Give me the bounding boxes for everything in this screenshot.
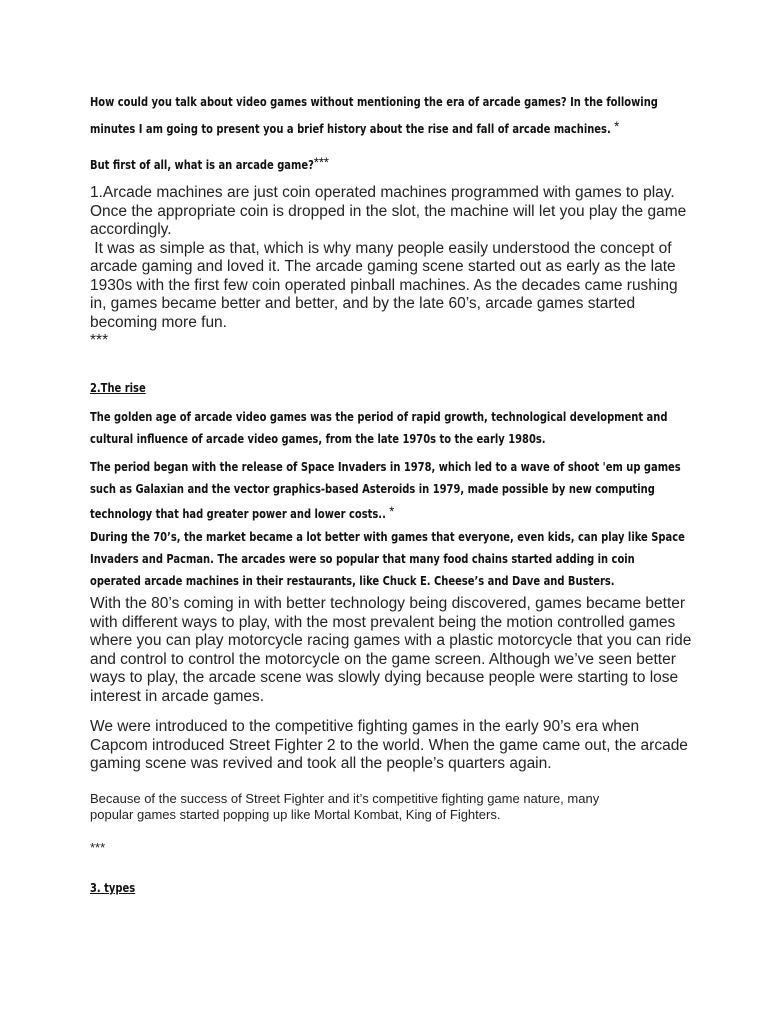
period-footnote-mark: * [389, 503, 395, 519]
section1-end-mark: *** [90, 332, 109, 349]
seventies-line: During the 70’s, the market became a lot better with games that everyone, even kids, can play like Space [90, 530, 685, 544]
question-paragraph [90, 151, 697, 176]
intro-footnote-mark: * [614, 118, 620, 134]
nineties-line: We were introduced to the competitive fighting games in the early 90’s era when [90, 718, 640, 735]
section2-heading [90, 377, 697, 399]
section1-line: in, games became better and better, and by the late 60’s, arcade games started [90, 295, 636, 312]
question-text: But first of all, what is an arcade game? [90, 158, 314, 172]
intro-line-1: How could you talk about video games without mentioning the era of arcade games? In the following [90, 95, 658, 109]
section1-line: 1930s with the first few coin operated pinball machines. As the decades came rushing [90, 276, 678, 294]
section3-heading [90, 877, 697, 899]
period-paragraph [90, 456, 697, 525]
street-fighter-paragraph [90, 791, 700, 823]
period-line: such as Galaxian and the vector graphics-based Asteroids in 1979, made possible by new computing [90, 482, 655, 496]
nineties-paragraph [90, 718, 700, 774]
street-fighter-line: Because of the success of Street Fighter and it’s competitive fighting game nature, many [90, 791, 600, 806]
section1-line: accordingly. [90, 221, 172, 238]
seventies-line: Invaders and Pacman. The arcades were so popular that many food chains started adding in coin [90, 552, 635, 566]
section2-heading-text: 2.The rise [90, 381, 146, 395]
golden-age-paragraph [90, 406, 697, 450]
seventies-paragraph [90, 526, 697, 592]
eighties-line: ways to play, the arcade scene was slowly dying because people were starting to lose [90, 669, 679, 686]
seventies-line: operated arcade machines in their restaurants, like Chuck E. Cheese’s and Dave and Busters. [90, 574, 615, 588]
golden-age-line: cultural influence of arcade video games, from the late 1970s to the early 1980s. [90, 432, 546, 446]
eighties-line: where you can play motorcycle racing games with a plastic motorcycle that you can ride [90, 632, 692, 649]
nineties-line: gaming scene was revived and took all the people’s quarters again. [90, 755, 552, 772]
eighties-line: interest in arcade games. [90, 687, 265, 705]
section3-heading-text: 3. types [90, 881, 136, 895]
intro-paragraph [90, 91, 697, 140]
section1-line: arcade gaming and loved it. The arcade gaming scene started out as early as the late [90, 258, 676, 275]
golden-age-line: The golden age of arcade video games was the period of rapid growth, technological development and [90, 410, 668, 424]
eighties-line: With the 80’s coming in with better technology being discovered, games became better [90, 595, 686, 612]
section1-line: It was as simple as that, which is why many people easily understood the concept of [90, 239, 672, 257]
period-line: technology that had greater power and lower costs.. [90, 507, 386, 521]
eighties-line: with different ways to play, with the most prevalent being the motion controlled games [90, 613, 676, 631]
eighties-paragraph [90, 595, 700, 706]
section2-end-mark: *** [90, 840, 106, 855]
street-fighter-line: popular games started popping up like Mortal Kombat, King of Fighters. [90, 807, 501, 822]
intro-line-2: minutes I am going to present you a brief history about the rise and fall of arcade machines. [90, 122, 611, 136]
section1-line: 1.Arcade machines are just coin operated machines programmed with games to play. [90, 184, 675, 201]
section1-paragraph [90, 184, 700, 351]
nineties-line: Capcom introduced Street Fighter 2 to the world. When the game came out, the arcade [90, 736, 688, 754]
section1-line: Once the appropriate coin is dropped in the slot, the machine will let you play the game [90, 202, 687, 220]
question-mark: *** [313, 154, 329, 170]
section1-line: becoming more fun. [90, 313, 227, 331]
eighties-line: and control to control the motorcycle on the game screen. Although we’ve seen better [90, 650, 676, 668]
period-line: The period began with the release of Space Invaders in 1978, which led to a wave of shoot 'em up games [90, 460, 681, 474]
